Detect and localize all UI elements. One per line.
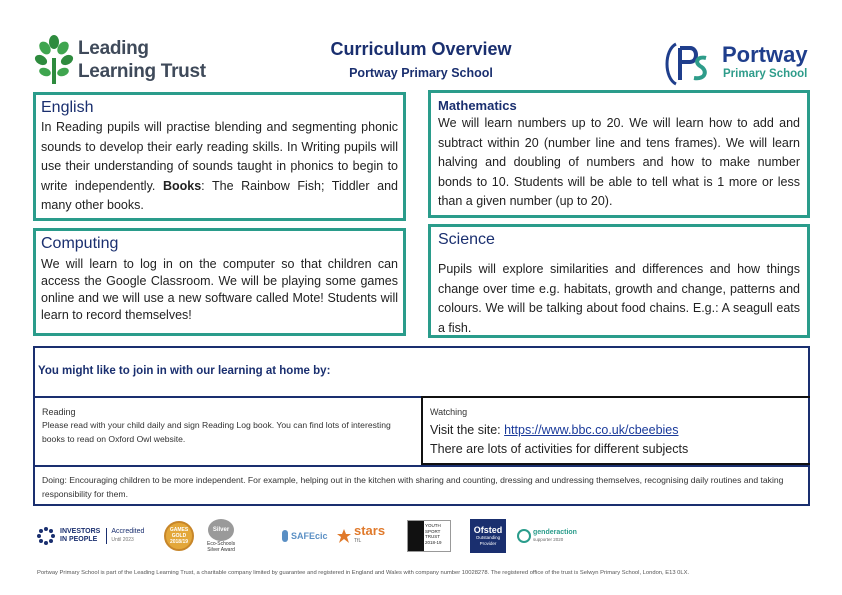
- computing-title: Computing: [41, 235, 119, 252]
- watching-visit: [430, 421, 803, 440]
- page-title: Curriculum Overview: [330, 39, 512, 59]
- books-text: : The Rainbow Fish; Tiddler and many other books.: [41, 178, 398, 212]
- watching-label: Watching: [430, 407, 468, 417]
- safe-label: SAFEcic: [291, 531, 328, 541]
- mathematics-title: Mathematics: [438, 98, 517, 113]
- safe-hand-icon: [281, 528, 289, 544]
- english-title: English: [41, 99, 94, 116]
- watching-prefix: Visit the site:: [430, 423, 505, 437]
- games-line2: GOLD: [171, 533, 187, 539]
- home-learning-heading: You might like to join in with our learning at home by:: [38, 365, 331, 377]
- gender-sub: supporter 2020: [533, 537, 564, 542]
- llt-line2: Learning Trust: [78, 61, 206, 82]
- science-title: Science: [438, 231, 495, 248]
- science-panel: [428, 224, 810, 338]
- cbeebies-link[interactable]: https://www.bbc.co.uk/cbeebies: [504, 423, 679, 437]
- star-icon: [336, 528, 352, 544]
- stars-label: stars: [354, 523, 386, 538]
- ofsted-line1: Outstanding: [475, 535, 501, 540]
- reading-label: Reading: [42, 407, 76, 417]
- stars-badge: [336, 516, 385, 556]
- school-games-badge: [164, 516, 194, 556]
- home-learning-panel: [33, 346, 810, 506]
- school-subtitle: Portway Primary School: [349, 66, 493, 80]
- ofsted-name: Ofsted: [473, 525, 503, 535]
- english-panel: [33, 92, 406, 221]
- iip-dots-icon: [36, 526, 56, 546]
- gender-action-badge: [517, 516, 577, 556]
- gender-name: genderaction: [533, 529, 577, 536]
- iip-line1: INVESTORS: [60, 528, 101, 535]
- watching-body: There are lots of activities for different subjects: [430, 442, 689, 456]
- eco-schools-badge: [207, 516, 235, 556]
- watching-section: [421, 396, 810, 465]
- llt-line1: Leading: [78, 38, 149, 59]
- youth-sport-trust-badge: [407, 516, 451, 556]
- games-year: 2018/19: [169, 539, 189, 545]
- portway-name: Portway: [722, 42, 808, 67]
- gender-action-icon: [517, 529, 531, 543]
- computing-panel: [33, 228, 406, 336]
- mathematics-body: We will learn numbers up to 20. We will learn how to add and subtract within 20 (number line and tens frames). We will learn halving and doubling of numbers and how to make number bonds to 10. Students will be able to tell what is 1 more or less than a given number (up to 20).: [438, 116, 800, 208]
- iip-line2: IN PEOPLE: [60, 536, 98, 543]
- books-label: Books: [162, 178, 202, 193]
- eco-silver-badge: Silver: [208, 519, 234, 541]
- reading-section: [35, 396, 422, 465]
- portway-logo: [662, 38, 812, 90]
- safe-badge: [281, 516, 328, 556]
- yst-line2: SPORT: [425, 528, 441, 534]
- iip-until: Until 2023: [111, 537, 134, 543]
- english-body: [41, 118, 398, 216]
- yst-line1: YOUTH: [425, 523, 441, 528]
- computing-body: We will learn to log in on the computer so that children can access the Google Classroom. We will be playing some games online and we will use a new software called Mote! Students will learn to record themselves!: [41, 257, 398, 322]
- reading-body: Please read with your child daily and sign Reading Log book. You can find lots of interesting books to read on Oxford Owl website.: [42, 420, 391, 444]
- investors-in-people-badge: [36, 516, 144, 556]
- english-text: In Reading pupils will practise blending and segmenting phonic sounds to develop their early reading skills. In Writing pupils will use their understanding of sounds taught in phonics to begin to write independently.: [41, 120, 398, 193]
- ofsted-line2: Provider: [479, 541, 497, 546]
- ofsted-badge: [470, 516, 506, 556]
- doing-section: Doing: Encouraging children to be more independent. For example, helping out in the kitchen with sharing and counting, dressing and undressing themselves, recognising daily routines and taking responsibility for them.: [35, 465, 810, 506]
- eco-line1: Eco-Schools: [207, 541, 236, 547]
- footer-legal: Portway Primary School is part of the Leading Learning Trust, a charitable company limited by guarantee and registered in England and Wales with company number 10028278. The registered office of the trust is Selwyn Primary School, London, E13 0LX.: [37, 570, 690, 576]
- yst-line3: TRUST: [425, 534, 440, 539]
- stars-sub: TfL: [354, 538, 362, 544]
- iip-status: Accredited: [111, 528, 145, 535]
- mathematics-panel: [428, 90, 810, 218]
- portway-sub: Primary School: [723, 68, 808, 80]
- science-body: Pupils will explore similarities and differences and how things change over time e.g. habitats, growth and change, patterns and colours. We will be talking about food chains. E.g.: A seagull eats a fish.: [438, 262, 800, 335]
- eco-line2: Silver Award: [207, 547, 235, 553]
- yst-mark: 2018-19: [425, 539, 442, 545]
- ps-monogram-icon: [662, 38, 718, 90]
- games-line1: GAMES: [169, 527, 189, 533]
